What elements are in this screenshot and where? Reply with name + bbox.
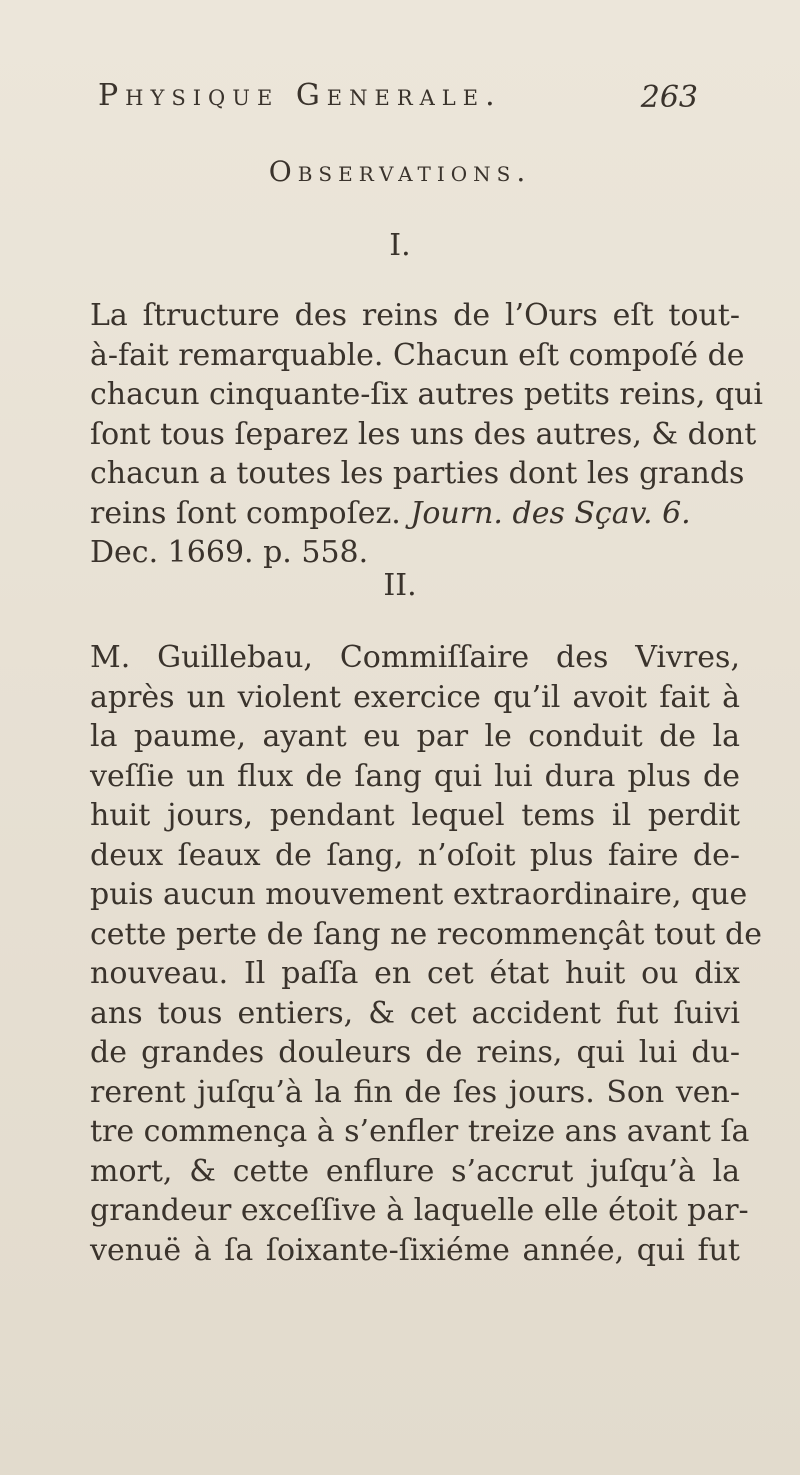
text-line: venuë à ſa ſoixante-ſixiéme année, qui fut [90,1232,740,1268]
text-line: tre commença à s’enfler treize ans avant ſa [90,1114,750,1149]
text-line: rerent juſqu’à la fin de ſes jours. Son ven- [90,1074,740,1110]
citation-line: Dec. 1669. p. 558. [90,535,369,570]
text-line: grandeur exceſſive à laquelle elle étoit par- [90,1193,749,1228]
text-line: veſſie un flux de ſang qui lui dura plus de [90,758,740,794]
text-line: mort, & cette enflure s’accrut juſqu’à la [90,1153,740,1189]
text-line: à-fait remarquable. Chacun eſt compoſé de [90,337,745,373]
text-segment: reins ſont compoſez. [90,495,401,531]
text-line: chacun a toutes les parties dont les grands [90,456,745,491]
text-line: ans tous entiers, & cet accident fut ſuivi [90,995,740,1031]
text-line: après un violent exercice qu’il avoit fait à [90,679,740,715]
section-title: Observations. [268,155,532,188]
text-line: de grandes douleurs de reins, qui lui du- [90,1035,740,1070]
text-line-with-citation [90,494,740,534]
observation-2-paragraph [90,638,762,1270]
journal-citation: Journ. des Sçav. 6. [410,495,691,531]
text-line: ſont tous ſeparez les uns des autres, & dont [90,416,757,452]
page-number: 263 [640,80,698,115]
text-line: cette perte de ſang ne recommençât tout de [90,916,762,952]
text-line: la paume, ayant eu par le conduit de la [90,719,740,754]
observation-numeral-2: II. [383,568,417,603]
text-line: M. Guillebau, Commiſſaire des Vivres, [90,640,740,675]
observation-numeral-1: I. [389,228,411,263]
running-header [98,78,698,118]
text-line: chacun cinquante-ſix autres petits reins, qui [90,377,764,412]
observation-1-paragraph [90,296,764,573]
text-line: huit jours, pendant lequel tems il perdit [90,798,740,833]
running-title: Physique Generale. [98,78,502,113]
text-line: La ſtructure des reins de l’Ours eſt tout- [90,298,740,333]
text-line: deux ſeaux de ſang, n’oſoit plus faire de- [90,837,740,873]
text-line: nouveau. Il paſſa en cet état huit ou dix [90,956,740,991]
text-line: puis aucun mouvement extraordinaire, que [90,877,748,912]
